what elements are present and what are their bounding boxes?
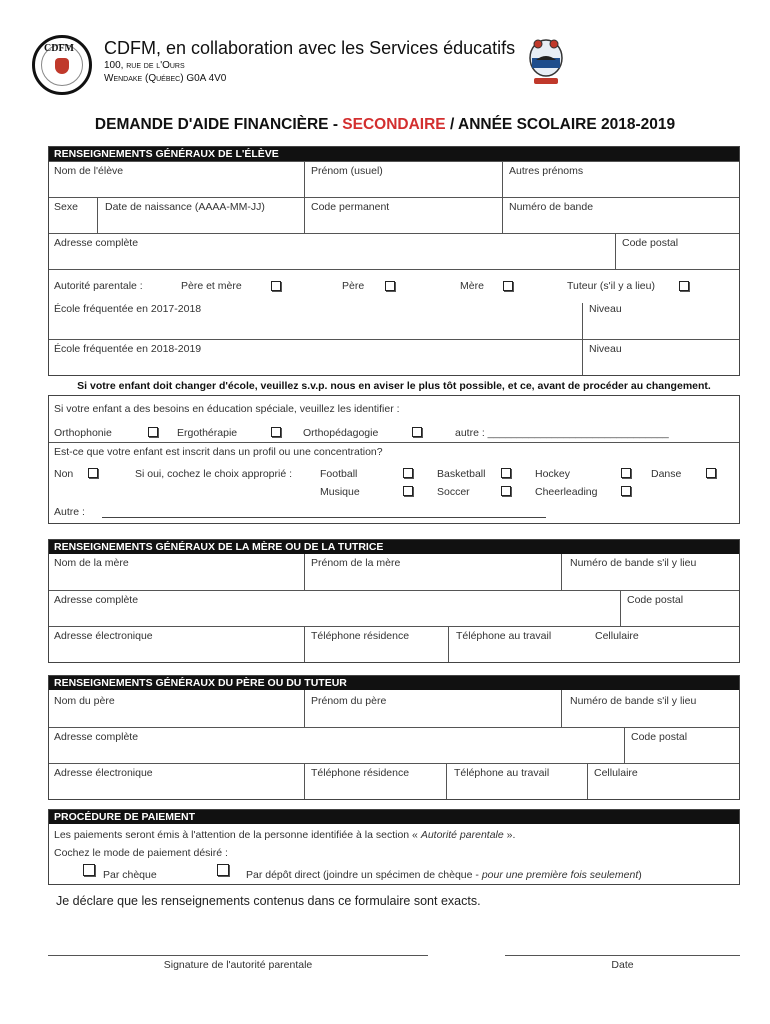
deposit-text-emphasis: pour une première fois seulement xyxy=(481,869,639,881)
payment-section-heading: PROCÉDURE DE PAIEMENT xyxy=(49,810,739,824)
date-line[interactable] xyxy=(505,955,740,956)
father-name-field[interactable]: Nom du père xyxy=(54,695,115,707)
student-sex-field[interactable]: Sexe xyxy=(54,201,78,213)
father-band-number-field[interactable]: Numéro de bande s'il y lieu xyxy=(570,695,697,707)
school-change-notice: Si votre enfant doit changer d'école, veuillez s.v.p. nous en aviser le plus tôt possible, et ce, avant de procéder au changement. xyxy=(77,380,711,392)
basketball-label: Basketball xyxy=(437,468,486,480)
student-band-number-field[interactable]: Numéro de bande xyxy=(509,201,594,213)
deposit-text-end: ) xyxy=(638,869,642,881)
speech-therapy-label: Orthophonie xyxy=(54,427,112,439)
payment-note-start: Les paiements seront émis à l'attention de la personne identifiée à la section « xyxy=(54,829,421,841)
student-postal-code-field[interactable]: Code postal xyxy=(622,237,679,249)
student-address-field[interactable]: Adresse complète xyxy=(54,237,139,249)
father-work-phone-field[interactable]: Téléphone au travail xyxy=(454,767,550,779)
no-concentration-checkbox[interactable] xyxy=(88,468,98,478)
cheerleading-checkbox[interactable] xyxy=(621,486,631,496)
guardian-checkbox[interactable] xyxy=(679,281,689,291)
student-permanent-code-field[interactable]: Code permanent xyxy=(311,201,390,213)
remedial-teaching-checkbox[interactable] xyxy=(412,427,422,437)
option-father-label: Père xyxy=(342,280,365,292)
cheque-label: Par chèque xyxy=(103,869,157,881)
direct-deposit-label xyxy=(246,869,642,881)
signature-label: Signature de l'autorité parentale xyxy=(163,959,313,971)
father-cell-field[interactable]: Cellulaire xyxy=(594,767,638,779)
concentration-question: Est-ce que votre enfant est inscrit dans un profil ou une concentration? xyxy=(54,446,383,458)
payment-section xyxy=(48,809,740,885)
form-title xyxy=(0,116,770,134)
mother-postal-code-field[interactable]: Code postal xyxy=(627,594,684,606)
special-other-field[interactable]: autre : _______________________________ xyxy=(455,427,669,439)
cdfm-logo xyxy=(32,35,92,95)
form-title-part1: DEMANDE D'AIDE FINANCIÈRE - xyxy=(94,116,343,133)
parental-authority-label: Autorité parentale : xyxy=(54,280,143,292)
occupational-therapy-checkbox[interactable] xyxy=(271,427,281,437)
mother-name-field[interactable]: Nom de la mère xyxy=(54,557,129,569)
form-title-part2: / ANNÉE SCOLAIRE 2018-2019 xyxy=(445,116,676,133)
mother-home-phone-field[interactable]: Téléphone résidence xyxy=(311,630,410,642)
student-section xyxy=(48,146,740,376)
father-section xyxy=(48,675,740,800)
level-2018-field[interactable]: Niveau xyxy=(589,343,622,355)
student-name-field[interactable]: Nom de l'élève xyxy=(54,165,124,177)
music-label: Musique xyxy=(320,486,360,498)
music-checkbox[interactable] xyxy=(403,486,413,496)
address-line2: Wendake (Québec) G0A 4V0 xyxy=(104,73,227,84)
mother-firstname-field[interactable]: Prénom de la mère xyxy=(311,557,401,569)
both-parents-checkbox[interactable] xyxy=(271,281,281,291)
payment-note-end: ». xyxy=(503,829,516,841)
mother-band-number-field[interactable]: Numéro de bande s'il y lieu xyxy=(570,557,697,569)
no-concentration-label: Non xyxy=(54,468,74,480)
father-checkbox[interactable] xyxy=(385,281,395,291)
date-label: Date xyxy=(611,959,634,971)
logo-text: CDFM xyxy=(44,43,74,54)
payment-recipient-note xyxy=(54,829,515,841)
football-label: Football xyxy=(320,468,358,480)
mother-address-field[interactable]: Adresse complète xyxy=(54,594,139,606)
mother-section xyxy=(48,539,740,663)
if-yes-label: Si oui, cochez le choix approprié : xyxy=(135,468,293,480)
org-title: CDFM, en collaboration avec les Services éducatifs xyxy=(104,38,516,58)
other-concentration-field[interactable] xyxy=(102,517,546,518)
speech-therapy-checkbox[interactable] xyxy=(148,427,158,437)
level-2017-field[interactable]: Niveau xyxy=(589,303,622,315)
soccer-label: Soccer xyxy=(437,486,470,498)
payment-mode-label: Cochez le mode de paiement désiré : xyxy=(54,847,228,859)
father-section-heading: RENSEIGNEMENTS GÉNÉRAUX DU PÈRE OU DU TUTEUR xyxy=(49,676,739,690)
direct-deposit-checkbox[interactable] xyxy=(217,864,229,876)
address-line1: 100, rue de l'Ours xyxy=(104,60,185,71)
hockey-label: Hockey xyxy=(535,468,571,480)
special-needs-section xyxy=(48,395,740,524)
father-address-field[interactable]: Adresse complète xyxy=(54,731,139,743)
special-needs-label: Si votre enfant a des besoins en éducation spéciale, veuillez les identifier : xyxy=(54,403,400,415)
student-birthdate-field[interactable]: Date de naissance (AAAA-MM-JJ) xyxy=(105,201,265,213)
occupational-therapy-label: Ergothérapie xyxy=(177,427,238,439)
dance-checkbox[interactable] xyxy=(706,468,716,478)
option-both-parents-label: Père et mère xyxy=(181,280,242,292)
football-checkbox[interactable] xyxy=(403,468,413,478)
option-mother-label: Mère xyxy=(460,280,484,292)
cheque-checkbox[interactable] xyxy=(83,864,95,876)
payment-note-emphasis: Autorité parentale xyxy=(420,829,504,841)
father-firstname-field[interactable]: Prénom du père xyxy=(311,695,387,707)
mother-email-field[interactable]: Adresse électronique xyxy=(54,630,153,642)
father-home-phone-field[interactable]: Téléphone résidence xyxy=(311,767,410,779)
student-firstname-field[interactable]: Prénom (usuel) xyxy=(311,165,383,177)
student-other-names-field[interactable]: Autres prénoms xyxy=(509,165,584,177)
dance-label: Danse xyxy=(651,468,682,480)
cheerleading-label: Cheerleading xyxy=(535,486,598,498)
form-title-level: SECONDAIRE xyxy=(342,116,446,133)
mother-work-phone-field[interactable]: Téléphone au travail xyxy=(456,630,552,642)
mother-section-heading: RENSEIGNEMENTS GÉNÉRAUX DE LA MÈRE OU DE LA TUTRICE xyxy=(49,540,739,554)
soccer-checkbox[interactable] xyxy=(501,486,511,496)
declaration-text: Je déclare que les renseignements contenus dans ce formulaire sont exacts. xyxy=(56,894,481,908)
basketball-checkbox[interactable] xyxy=(501,468,511,478)
school-2018-field[interactable]: École fréquentée en 2018-2019 xyxy=(54,343,202,355)
mother-checkbox[interactable] xyxy=(503,281,513,291)
remedial-teaching-label: Orthopédagogie xyxy=(303,427,379,439)
other-concentration-label: Autre : xyxy=(54,506,85,518)
option-guardian-label: Tuteur (s'il y a lieu) xyxy=(567,280,655,292)
signature-line[interactable] xyxy=(48,955,428,956)
hockey-checkbox[interactable] xyxy=(621,468,631,478)
student-section-heading: RENSEIGNEMENTS GÉNÉRAUX DE L'ÉLÈVE xyxy=(49,147,739,161)
school-crest-logo xyxy=(526,36,566,88)
school-2017-field[interactable]: École fréquentée en 2017-2018 xyxy=(54,303,202,315)
deposit-text-start: Par dépôt direct (joindre un spécimen de chèque - xyxy=(246,869,482,881)
father-postal-code-field[interactable]: Code postal xyxy=(631,731,688,743)
mother-cell-field[interactable]: Cellulaire xyxy=(595,630,639,642)
father-email-field[interactable]: Adresse électronique xyxy=(54,767,153,779)
